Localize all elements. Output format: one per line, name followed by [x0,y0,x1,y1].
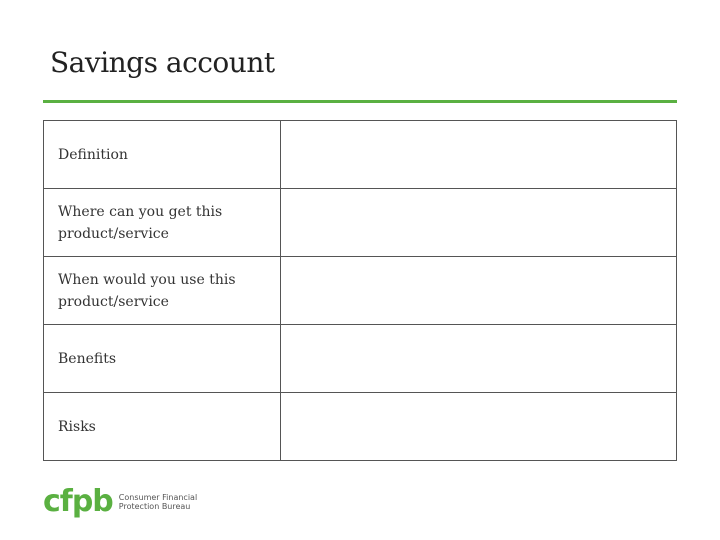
row-label-benefits: Benefits [44,325,281,393]
slide-title: Savings account [50,46,275,79]
row-value-benefits [281,325,677,393]
worksheet-table [43,120,677,461]
table-row [44,121,677,189]
row-label-risks: Risks [44,393,281,461]
table-row [44,257,677,325]
row-label-where: Where can you get this product/service [44,189,281,257]
cfpb-logo [43,486,197,518]
logo-line-2: Protection Bureau [118,502,191,511]
table-row [44,325,677,393]
row-value-definition [281,121,677,189]
row-value-where [281,189,677,257]
table-row [44,393,677,461]
cfpb-logo-mark: cfpb [43,484,113,519]
table-row [44,189,677,257]
row-label-when: When would you use this product/service [44,257,281,325]
row-label-definition: Definition [44,121,281,189]
row-value-risks [281,393,677,461]
row-value-when [281,257,677,325]
logo-line-1: Consumer Financial [118,493,198,502]
cfpb-logo-text [119,493,197,511]
title-underline [43,100,677,103]
